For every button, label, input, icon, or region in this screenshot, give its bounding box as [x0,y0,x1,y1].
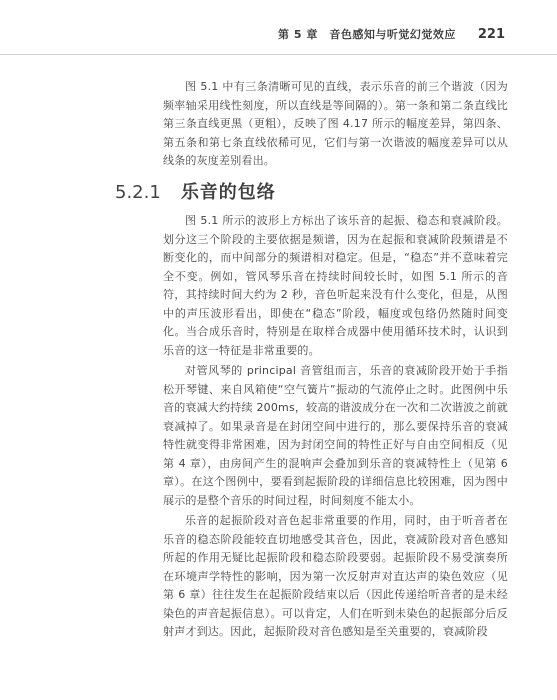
section-heading [115,178,276,204]
section-title: 乐音的包络 [180,182,276,203]
body-paragraph-3: 乐音的起振阶段对音色起非常重要的作用，同时，由于听音者在乐音的稳态阶段能较直切地感受其音色，因此，衰减阶段对音色感知所起的作用无疑比起振阶段和稳态阶段要弱。起振阶段不易受演奏所在环境声学特性的影响，因为第一次反射声对直达声的染色效应（见第 6 章）往往发生在起振阶段结束以后（因此传递给听音者的是未经染色的声音起振信息）。可以肯定，人们在听到未染色的起振部分后反射声才到达。因此，起振阶段对音色感知是至关重要的，衰减阶段 [163,514,508,638]
body-paragraph-2: 对管风琴的 principal 音管组而言，乐音的衰减阶段开始于手指松开琴键、来自风箱使“空气簧片”振动的气流停止之时。此图例中乐音的衰减大约持续 200ms，较高的谐波成分在一次和二次谐波之前就衰减掉了。如果录音是在封闭空间中进行的，那么要保持乐音的衰减特性就变得非常困难，因为封闭空间的特性正好与自由空间相反（见第 4 章），由房间产生的混响声会叠加到乐音的衰减特性上（见第 6 章）。在这个图例中，要看到起振阶段的详细信息比较困难，因为图中展示的是整个音乐的时间过程，时间刻度不能太小。 [163,364,508,507]
chapter-title: 第 5 章 音色感知与听觉幻觉效应 [278,28,456,41]
running-header [278,14,505,54]
page-number: 221 [477,26,505,42]
header-rule [0,54,557,55]
intro-paragraph: 图 5.1 中有三条清晰可见的直线，表示乐音的前三个谐波（因为频率轴采用线性刻度，所以直线是等间隔的）。第一条和第二条直线比第三条直线更黑（更粗），反映了图 4.17 所示的幅度差异，第四条、第五条和第七条直线依稀可见，它们与第一次谐波的幅度差异可以从线条的灰度差别看出。 [163,80,508,167]
section-number: 5.2.1 [115,182,161,203]
intro-block [163,78,508,171]
body-paragraph-1: 图 5.1 所示的波形上方标出了该乐音的起振、稳态和衰减阶段。划分这三个阶段的主要依据是频谱，因为在起振和衰减阶段频谱是不断变化的，而中间部分的频谱相对稳定。但是，“稳态”并不意味着完全不变。例如，管风琴乐音在持续时间较长时，如图 5.1 所示的音符，其持续时间大约为 2 秒，音色听起来没有什么变化，但是，从图中的声压波形看出，即使在“稳态”阶段，幅度或包络仍然随时间变化。当合成乐音时，特别是在取样合成器中使用循环技术时，认识到乐音的这一特征是非常重要的。 [163,214,508,357]
section-body [163,212,508,642]
